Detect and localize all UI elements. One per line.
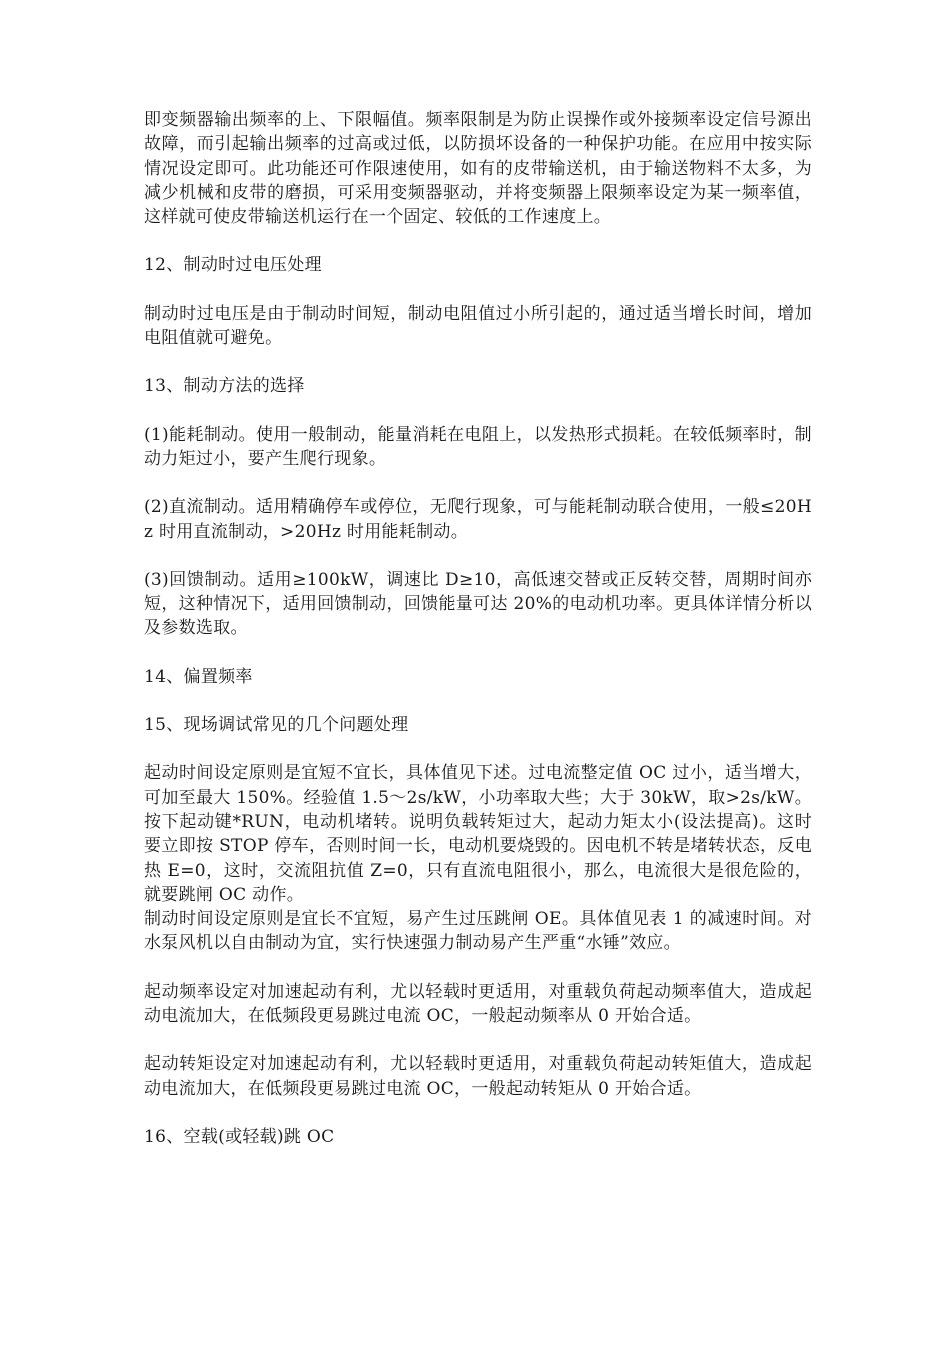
paragraph-regenerative-braking: (3)回馈制动。适用≥100kW，调速比 D≥10，高低速交替或正反转交替，周期时间亦短，这种情况下，适用回馈制动，回馈能量可达 20%的电动机功率。更具体详情分析以及参数选取。: [144, 569, 812, 639]
paragraph-brake-time: 制动时间设定原则是宜长不宜短，易产生过压跳闸 OE。具体值见表 1 的减速时间。对水泵风机以自由制动为宜，实行快速强力制动易产生严重“水锤”效应。: [144, 909, 812, 954]
paragraph-frequency-limit: 即变频器输出频率的上、下限幅值。频率限制是为防止误操作或外接频率设定信号源出故障，而引起输出频率的过高或过低，以防损坏设备的一种保护功能。在应用中按实际情况设定即可。此功能还可作限速使用，如有的皮带输送机，由于输送物料不太多，为减少机械和皮带的磨损，可采用变频器驱动，并将变频器上限频率设定为某一频率值，这样就可使皮带输送机运行在一个固定、较低的工作速度上。: [144, 110, 812, 228]
heading-14: 14、偏置频率: [144, 666, 253, 687]
paragraph-start-frequency: 起动频率设定对加速起动有利，尤以轻载时更适用，对重载负荷起动频率值大，造成起动电流加大，在低频段更易跳过电流 OC，一般起动频率从 0 开始合适。: [144, 981, 812, 1027]
heading-12: 12、制动时过电压处理: [144, 255, 322, 276]
paragraph-dynamic-braking: (1)能耗制动。使用一般制动，能量消耗在电阻上，以发热形式损耗。在较低频率时，制动力矩过小，要产生爬行现象。: [144, 424, 812, 469]
paragraph-dc-braking: (2)直流制动。适用精确停车或停位，无爬行现象，可与能耗制动联合使用，一般≤20Hz 时用直流制动，>20Hz 时用能耗制动。: [144, 497, 812, 542]
document-page: [144, 108, 812, 1149]
paragraph-start-time: 起动时间设定原则是宜短不宜长，具体值见下述。过电流整定值 OC 过小，适当增大，可加至最大 150%。经验值 1.5～2s/kW，小功率取大些；大于 30kW，取>2s/kW。按下起动键*RUN，电动机堵转。说明负载转矩过大，起动力矩太小(设法提高)。这时要立即按 STOP 停车，否则时间一长，电动机要烧毁的。因电机不转是堵转状态，反电热 E=0，这时，交流阻抗值 Z=0，只有直流电阻很小，那么，电流很大是很危险的，就要跳闸 OC 动作。: [144, 763, 812, 905]
heading-16: 16、空载(或轻载)跳 OC: [144, 1126, 335, 1147]
paragraph-braking-overvoltage: 制动时过电压是由于制动时间短，制动电阻值过小所引起的，通过适当增长时间，增加电阻值就可避免。: [144, 303, 812, 349]
paragraph-start-torque: 起动转矩设定对加速起动有利，尤以轻载时更适用，对重载负荷起动转矩值大，造成起动电流加大，在低频段更易跳过电流 OC，一般起动转矩从 0 开始合适。: [144, 1054, 812, 1099]
heading-13: 13、制动方法的选择: [144, 376, 305, 397]
heading-15: 15、现场调试常见的几个问题处理: [144, 715, 409, 736]
